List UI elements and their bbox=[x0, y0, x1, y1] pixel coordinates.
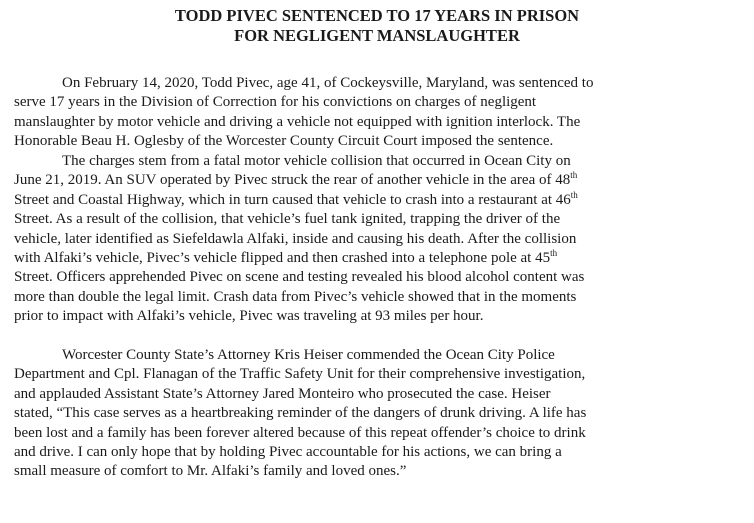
text-segment: June 21, 2019. An SUV operated by Pivec struck the rear of another vehicle in the area of 48 bbox=[14, 172, 571, 189]
paragraph-statement bbox=[14, 346, 586, 482]
paragraph-sentencing bbox=[14, 74, 593, 152]
text-line bbox=[14, 249, 584, 268]
text-line: serve 17 years in the Division of Correction for his convictions on charges of negligent bbox=[14, 94, 537, 111]
text-line: Street. Officers apprehended Pivec on scene and testing revealed his blood alcohol content was bbox=[14, 269, 585, 286]
text-line: On February 14, 2020, Todd Pivec, age 41, of Cockeysville, Maryland, was sentenced to bbox=[62, 75, 594, 91]
ordinal-suffix: th bbox=[570, 189, 578, 200]
text-line: small measure of comfort to Mr. Alfaki’s family and loved ones.” bbox=[14, 463, 407, 480]
text-line: more than double the legal limit. Crash data from Pivec’s vehicle showed that in the moments bbox=[14, 288, 577, 305]
text-line: and drive. I can only hope that by holding Pivec accountable for his actions, we can bring a bbox=[14, 444, 562, 461]
text-line: Department and Cpl. Flanagan of the Traffic Safety Unit for their comprehensive investigation, bbox=[14, 366, 586, 383]
text-line: stated, “This case serves as a heartbreaking reminder of the dangers of drunk driving. A life has bbox=[14, 405, 587, 422]
ordinal-suffix: th bbox=[550, 248, 558, 259]
text-line: manslaughter by motor vehicle and driving a vehicle not equipped with ignition interlock. The bbox=[14, 113, 581, 130]
text-line: vehicle, later identified as Siefeldawla Alfaki, inside and causing his death. After the collision bbox=[14, 230, 577, 247]
ordinal-suffix: th bbox=[570, 170, 578, 181]
paragraph-collision bbox=[14, 152, 584, 327]
headline-line-2: FOR NEGLIGENT MANSLAUGHTER bbox=[234, 26, 520, 45]
text-line: been lost and a family has been forever altered because of this repeat offender’s choice to drink bbox=[14, 424, 586, 441]
text-line: The charges stem from a fatal motor vehicle collision that occurred in Ocean City on bbox=[62, 153, 571, 169]
text-line bbox=[14, 191, 584, 210]
text-line: and applauded Assistant State’s Attorney Jared Monteiro who prosecuted the case. Heiser bbox=[14, 385, 551, 402]
headline bbox=[0, 6, 754, 46]
text-line: Worcester County State’s Attorney Kris Heiser commended the Ocean City Police bbox=[62, 347, 555, 363]
text-line bbox=[14, 171, 584, 190]
text-segment: Street and Coastal Highway, which in turn caused that vehicle to crash into a restaurant at 46 bbox=[14, 191, 571, 208]
headline-line-1: TODD PIVEC SENTENCED TO 17 YEARS IN PRISON bbox=[174, 6, 580, 25]
text-segment: with Alfaki’s vehicle, Pivec’s vehicle flipped and then crashed into a telephone pole at 45 bbox=[14, 250, 551, 267]
text-line: Honorable Beau H. Oglesby of the Worcester County Circuit Court imposed the sentence. bbox=[14, 133, 554, 150]
text-line: prior to impact with Alfaki’s vehicle, Pivec was traveling at 93 miles per hour. bbox=[14, 308, 484, 325]
text-line: Street. As a result of the collision, that vehicle’s fuel tank ignited, trapping the driver of the bbox=[14, 211, 561, 228]
